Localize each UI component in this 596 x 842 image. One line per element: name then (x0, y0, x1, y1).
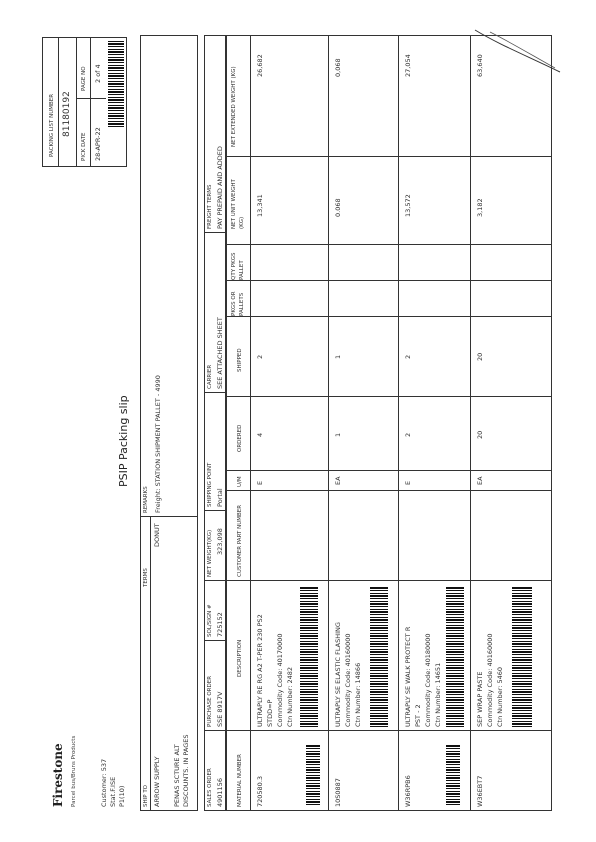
row-barcode (370, 587, 388, 727)
handwritten-mark (470, 20, 570, 80)
row-material: W36EBT7 (476, 775, 484, 807)
shipto-addr1: PENAS SCTURE ALT (173, 744, 181, 807)
sol-sign-label: SOL/SIGN # (207, 604, 213, 637)
freight-terms-value: PAY PREPAID AND ADDED (216, 146, 224, 229)
material-barcode (306, 745, 320, 805)
shipping-point-label: SHIPPING POINT (207, 462, 213, 507)
row-desc2: PST - 2 (414, 704, 422, 727)
row-barcode (512, 587, 532, 727)
packing-list-number: 81180192 (62, 91, 72, 137)
row-ext-weight: 26,682 (256, 54, 264, 77)
brand-tagline: Parcel bus/Bruns Products (71, 735, 77, 807)
terms-label: TERMS (143, 568, 149, 587)
row-barcode (300, 587, 318, 727)
row-ordered: 4 (256, 432, 264, 437)
row-shipped: 20 (476, 352, 484, 361)
purchase-order-label: PURCHASE ORDER (207, 675, 213, 727)
row-unit-weight: 3,182 (476, 198, 484, 217)
col-net-ext: NET EXTENDED WEIGHT (KG) (231, 66, 237, 147)
row-desc3: Ctn Number: 5460 (496, 666, 504, 727)
col-ordered: ORDERED (237, 424, 243, 452)
brand-logo: Firestone (51, 743, 65, 807)
row-desc2: Commodity Code: 40160000 (344, 633, 352, 727)
row-um: EA (334, 476, 342, 485)
packing-slip-document (38, 25, 558, 817)
pick-date-label: PICK DATE (81, 132, 87, 161)
freight-terms-label: FREIGHT TERMS (207, 184, 213, 229)
net-weight-label: NET WEIGHT(KG) (207, 529, 213, 577)
row-ordered: 1 (334, 432, 342, 437)
sales-order-value: 4901156 (216, 778, 224, 807)
row-shipped: 1 (334, 354, 342, 359)
row-desc1: ULTRAPLY SE WALK PROTECT R (404, 626, 412, 727)
col-description: DESCRIPTION (237, 639, 243, 677)
col-qty-pkgs: QTY PKGS PALLET (231, 252, 245, 280)
packing-list-barcode (108, 41, 124, 127)
col-pkgs: PKGS OR PALLETS (231, 291, 245, 316)
row-desc2: STDD=P (266, 699, 274, 727)
row-desc4: Ctn Number: 14651 (434, 662, 442, 727)
remarks-label: REMARKS (143, 486, 149, 513)
customer-label: Customer: 537 (100, 758, 108, 807)
row-unit-weight: 13,572 (404, 194, 412, 217)
customer-line2: Stat.F.ISE (109, 776, 117, 807)
row-shipped: 2 (404, 354, 412, 359)
row-material: 10S0887 (334, 778, 342, 807)
row-desc3: Ctn Number: 14866 (354, 662, 362, 727)
row-unit-weight: 0.068 (334, 198, 342, 217)
shipto-label: SHIP TO (143, 784, 149, 807)
col-material: MATERIAL NUMBER (237, 754, 243, 807)
col-shipped: SHIPPED (237, 348, 243, 372)
material-barcode (446, 745, 460, 805)
document-title: PSIP Packing slip (117, 395, 130, 487)
address-block (140, 35, 198, 811)
carrier-label: CARRIER (207, 364, 213, 389)
page-value: 2 of 4 (94, 64, 102, 83)
customer-line3: P1(10) (118, 785, 126, 807)
col-net-unit: NET UNIT WEIGHT (KG) (231, 179, 245, 229)
col-customer-part: CUSTOMER PART NUMBER (237, 504, 243, 577)
row-material: 720580.3 (256, 775, 264, 807)
remarks-value: Freight: STATION SHIPMENT PALLET - 4990 (154, 375, 162, 513)
row-desc3: Commodity Code: 40170000 (276, 633, 284, 727)
sol-sign-value: 725152 (216, 612, 224, 637)
pick-date: 28-APR-22 (94, 127, 102, 161)
row-barcode (446, 587, 464, 727)
net-weight-value: 323,098 (216, 528, 224, 555)
terms-value: DONUT (153, 523, 161, 547)
row-desc2: Commodity Code: 40160000 (486, 633, 494, 727)
row-desc1: ULTRAPLY RE RG A2 T-PER 230 PS2 (256, 614, 264, 727)
row-ext-weight: 63,640 (476, 54, 484, 77)
row-desc1: ULTRAPLY SE ELASTIC FLASHING (334, 622, 342, 727)
page-label: PAGE NO (81, 66, 87, 91)
row-ext-weight: 27,054 (404, 54, 412, 77)
purchase-order-value: SSE 8917V (216, 691, 224, 727)
sales-order-label: SALES ORDER (207, 768, 213, 807)
row-ordered: 20 (476, 430, 484, 439)
shipto-addr2: DISCOUNTS. IN PAGES (182, 734, 190, 807)
row-shipped: 2 (256, 354, 264, 359)
row-um: E (404, 480, 412, 485)
row-ordered: 2 (404, 432, 412, 437)
col-um: U/M (237, 476, 243, 487)
row-desc4: Ctn Number: 2482 (286, 666, 294, 727)
row-material: W36RPB6 (404, 775, 412, 807)
row-ext-weight: 0,068 (334, 58, 342, 77)
row-um: EA (476, 476, 484, 485)
shipto-name: ARROW SUPPLY (153, 756, 161, 807)
row-unit-weight: 13,341 (256, 194, 264, 217)
row-desc1: SEP WRAP PASTE (476, 671, 484, 727)
row-um: E (256, 480, 264, 485)
packing-list-label: PACKING LIST NUMBER (49, 93, 55, 157)
carrier-value: SEE ATTACHED SHEET (216, 317, 224, 389)
row-desc3: Commodity Code: 40180000 (424, 633, 432, 727)
shipping-point-value: Portal (216, 488, 224, 507)
